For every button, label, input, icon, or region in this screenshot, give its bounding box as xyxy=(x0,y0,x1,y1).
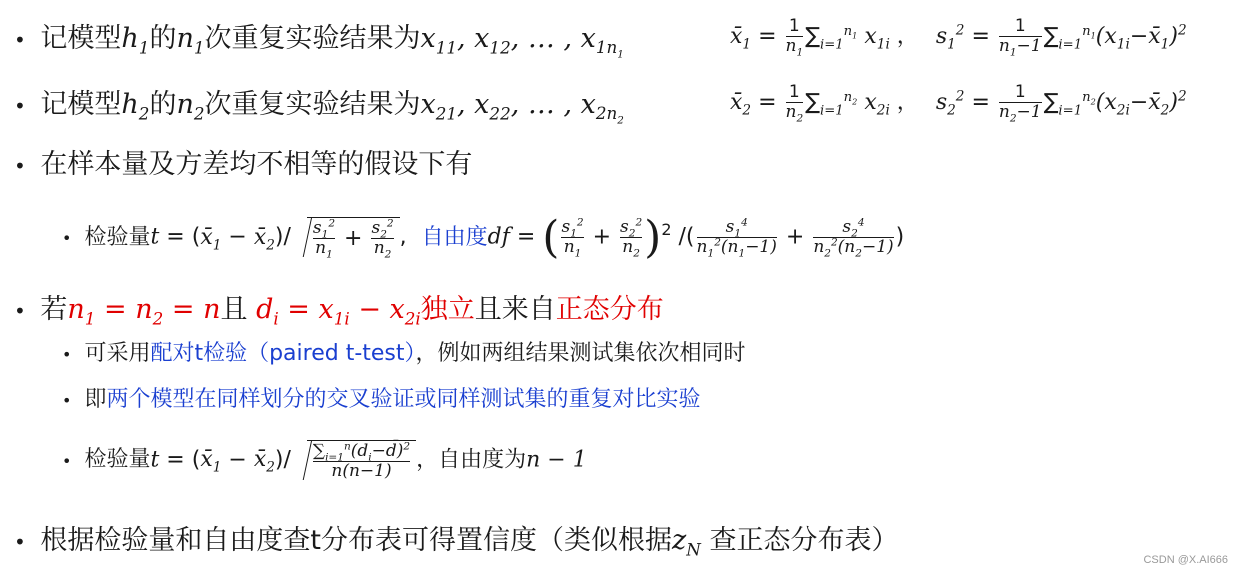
sub-bullet-dot: • xyxy=(62,451,72,471)
bullet-line-5: • 根据检验量和自由度查t分布表可得置信度（类似根据$z_N$ 查正态分布表） xyxy=(14,525,899,560)
bullet-dot: • xyxy=(14,94,26,118)
formula-mean-var-2: $x̄_2$ = $\frac{1}{n_2}$ $\sum_{i=1}^{n_2}$ $x_{2i}$ ， $s_2^2$ = $\frac{1}{n_2-1}$ $\sum_{i=1}^{n_2}(x_{2i}-x̄_2)^2$ xyxy=(730,82,1187,125)
sub-line-welch: • 检验量$t = (x̄_1$ − $x̄_2)/$ $\frac{s_1^2}{n_1}$ + $\frac{s_2^2}{n_2}$ , 自由度df = ( $\frac{s_1^2}{n_1}$ + $\frac{s_2^2}{n_2}$ )$^2$ /( $\frac{s_1^4}{n_1^2(n_1-1)}$ + $\frac{s_2^4}{n_2^2(n_2-1)}$ ) xyxy=(62,212,905,263)
formula-mean-var-1: $x̄_1$ = $\frac{1}{n_1}$ $\sum_{i=1}^{n_1}$ $x_{1i}$ ， $s_1^2$ = $\frac{1}{n_1-1}$ $\sum_{i=1}^{n_1}(x_{1i}-x̄_1)^2$ xyxy=(730,16,1187,59)
bullet-dot: • xyxy=(14,299,26,323)
watermark: CSDN @X.AI666 xyxy=(1143,554,1228,566)
bullet-3-text: 在样本量及方差均不相等的假设下有 xyxy=(40,149,473,180)
sub-line-paired: • 可采用配对t检验（paired t-test），例如两组结果测试集依次相同时 xyxy=(62,341,746,366)
bullet-line-3 xyxy=(14,142,472,181)
sub-line-crossval: • 即两个模型在同样划分的交叉验证或同样测试集的重复对比实验 xyxy=(62,387,701,412)
sub-bullet-dot: • xyxy=(62,345,72,364)
bullet-line-4: • 若$n_1 = n_2 = n$且 $d_i = x_{1i} - x_{2i}$独立且来自正态分布 xyxy=(14,294,664,329)
sub-bullet-dot: • xyxy=(62,391,72,410)
bullet-dot: • xyxy=(14,154,26,178)
bullet-1-text: 记模型$h_1$的$n_1$次重复实验结果为$x_{11}$, $x_{12}$, … , $x_{1n_1}$ xyxy=(40,23,624,61)
sub-line-paired-t: • 检验量$t = (x̄_1$ − $x̄_2)/$ $\frac{\sum_{i=1}^n(d_i-d̄)^2}{n(n-1)}$ ，自由度为n − 1 xyxy=(62,440,587,481)
bullet-dot: • xyxy=(14,28,26,52)
sub-bullet-dot: • xyxy=(62,228,72,248)
bullet-line-1 xyxy=(14,16,624,61)
bullet-dot: • xyxy=(14,530,26,554)
bullet-line-2 xyxy=(14,82,624,127)
bullet-2-text: 记模型$h_2$的$n_2$次重复实验结果为$x_{21}$, $x_{22}$, … , $x_{2n_2}$ xyxy=(40,89,624,127)
